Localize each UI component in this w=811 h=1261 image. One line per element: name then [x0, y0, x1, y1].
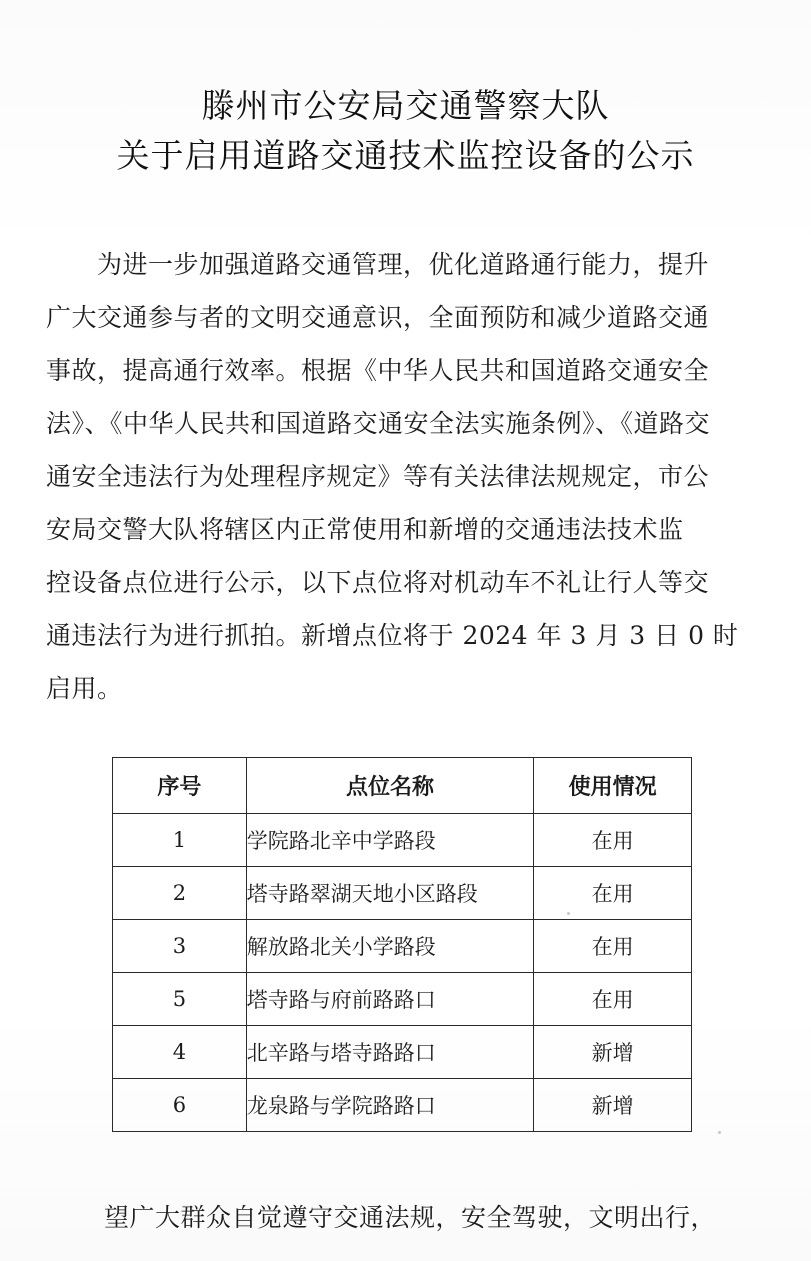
row-serial-number: 6 — [113, 1079, 247, 1132]
row-point-name: 龙泉路与学院路路口 — [246, 1079, 533, 1132]
paragraph-line: 事故，提高通行效率。根据《中华人民共和国道路交通安全 — [46, 356, 710, 385]
row-point-name: 解放路北关小学路段 — [246, 920, 533, 973]
scan-speck — [567, 912, 570, 915]
table-row — [113, 973, 692, 1026]
paragraph-line: 启用。 — [46, 674, 123, 703]
row-point-name: 塔寺路与府前路路口 — [246, 973, 533, 1026]
header-point-name: 点位名称 — [246, 758, 533, 814]
paragraph-line: 通违法行为进行抓拍。新增点位将于 2024 年 3 月 3 日 0 时 — [46, 621, 739, 650]
row-point-name: 学院路北辛中学路段 — [246, 814, 533, 867]
paragraph-line: 为进一步加强道路交通管理，优化道路通行能力，提升 — [46, 250, 710, 279]
paragraph-line: 法》、《中华人民共和国道路交通安全法实施条例》、《道路交 — [46, 409, 711, 438]
row-serial-number: 4 — [113, 1026, 247, 1079]
table-row — [113, 1079, 692, 1132]
table-row — [113, 1026, 692, 1079]
row-serial-number: 5 — [113, 973, 247, 1026]
table-row — [113, 867, 692, 920]
table-row — [113, 920, 692, 973]
title-line-2: 关于启用道路交通技术监控设备的公示 — [116, 136, 695, 175]
row-serial-number: 2 — [113, 867, 247, 920]
paragraph-line: 安局交警大队将辖区内正常使用和新增的交通违法技术监 — [46, 515, 684, 544]
table-header-row — [113, 758, 692, 814]
row-usage-status: 在用 — [534, 973, 692, 1026]
paragraph-line: 控设备点位进行公示，以下点位将对机动车不礼让行人等交 — [46, 568, 710, 597]
table-row — [113, 814, 692, 867]
row-usage-status: 在用 — [534, 814, 692, 867]
row-point-name: 北辛路与塔寺路路口 — [246, 1026, 533, 1079]
monitoring-points-table — [112, 757, 692, 1132]
row-usage-status: 新增 — [534, 1026, 692, 1079]
title-line-1: 滕州市公安局交通警察大队 — [201, 86, 610, 125]
row-usage-status: 在用 — [534, 920, 692, 973]
closing-line: 望广大群众自觉遵守交通法规，安全驾驶，文明出行， — [104, 1203, 717, 1232]
row-serial-number: 3 — [113, 920, 247, 973]
row-serial-number: 1 — [113, 814, 247, 867]
row-usage-status: 在用 — [534, 867, 692, 920]
header-serial-number: 序号 — [113, 758, 247, 814]
paragraph-line: 广大交通参与者的文明交通意识，全面预防和减少道路交通 — [46, 303, 710, 332]
paragraph-line: 通安全违法行为处理程序规定》等有关法律法规规定，市公 — [46, 462, 710, 491]
header-usage-status: 使用情况 — [534, 758, 692, 814]
scan-speck — [718, 1131, 721, 1134]
row-point-name: 塔寺路翠湖天地小区路段 — [246, 867, 533, 920]
row-usage-status: 新增 — [534, 1079, 692, 1132]
